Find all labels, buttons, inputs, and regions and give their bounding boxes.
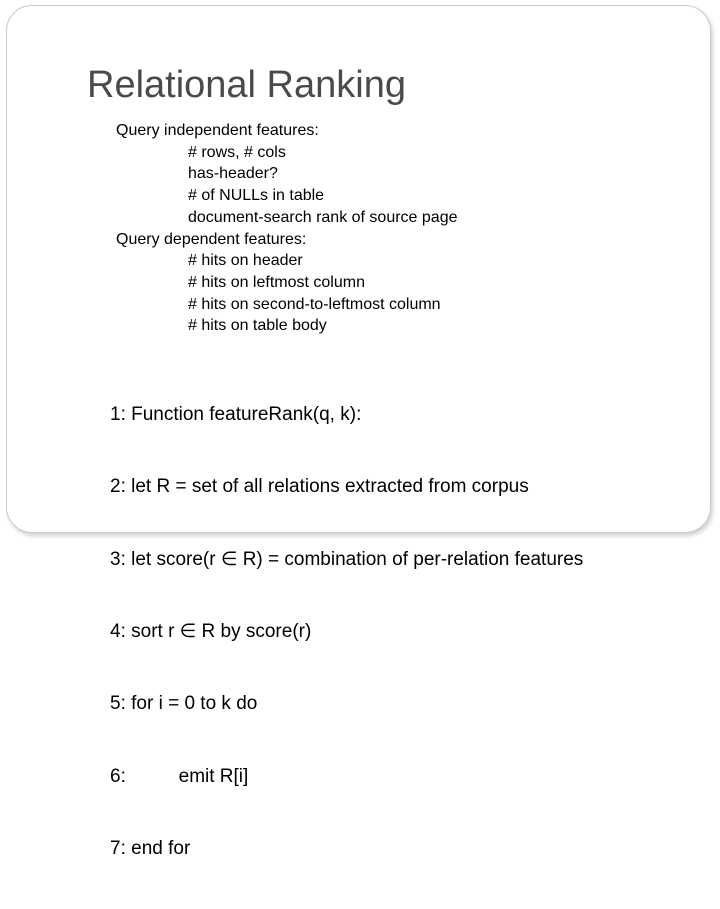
query-dependent-item: # hits on leftmost column — [188, 273, 365, 291]
slide-frame — [6, 5, 711, 859]
algorithm-line: 2: let R = set of all relations extracted from corpus — [110, 476, 529, 498]
slide-title: Relational Ranking — [87, 64, 406, 106]
algorithm-listing — [110, 355, 583, 909]
query-independent-item: document-search rank of source page — [188, 208, 458, 226]
algorithm-line: 6: emit R[i] — [110, 765, 249, 787]
query-dependent-heading: Query dependent features: — [116, 230, 307, 248]
query-independent-item: # of NULLs in table — [188, 187, 325, 205]
algorithm-line: 4: sort r ∈ R by score(r) — [110, 621, 312, 643]
algorithm-line: 7: end for — [110, 837, 191, 859]
algorithm-line: 5: for i = 0 to k do — [110, 693, 258, 715]
query-independent-heading: Query independent features: — [116, 122, 319, 139]
query-dependent-item: # hits on table body — [188, 317, 327, 335]
query-independent-item: has-header? — [188, 165, 278, 183]
query-dependent-item: # hits on second-to-leftmost column — [188, 295, 441, 313]
query-independent-item: # rows, # cols — [188, 143, 286, 161]
algorithm-line: 3: let score(r ∈ R) = combination of per-relation features — [110, 548, 584, 570]
algorithm-line: 1: Function featureRank(q, k): — [110, 404, 362, 426]
query-dependent-item: # hits on header — [188, 252, 303, 270]
feature-list — [116, 120, 457, 337]
